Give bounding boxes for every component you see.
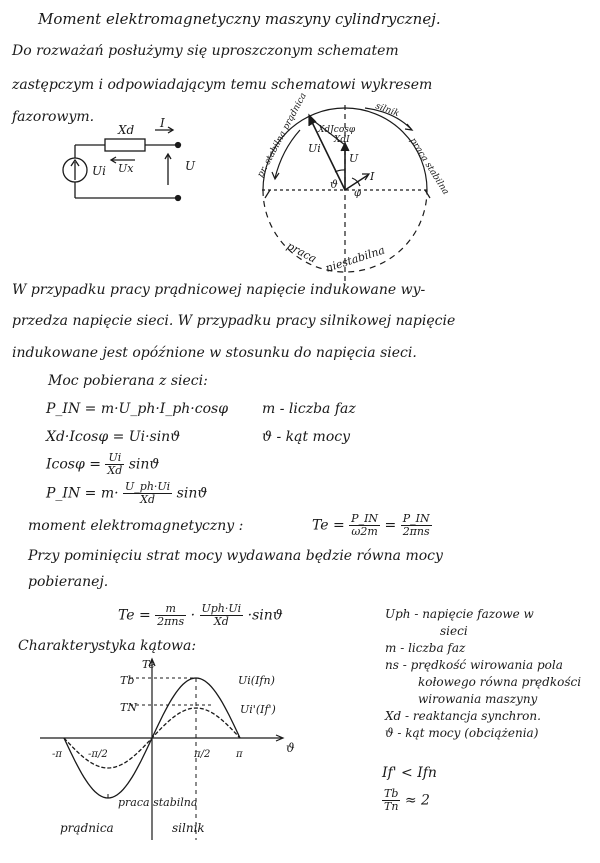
power-label: Moc pobierana z sieci:: [48, 373, 208, 389]
te2-den-1: 2πns: [157, 615, 185, 628]
ratio-tail: ≈ 2: [404, 792, 430, 809]
eq4-den: Xd: [140, 493, 156, 506]
eq4-left: P_IN = m·: [46, 485, 119, 502]
te2-right: ·sinϑ: [247, 607, 283, 624]
annotation-stable: praca stabilna: [118, 796, 198, 809]
eq3-den: Xd: [107, 464, 123, 477]
y-axis-label: Te: [142, 658, 155, 671]
legend-line-8: ϑ - kąt mocy (obciążenia): [385, 726, 539, 740]
circuit-label-i: I: [160, 116, 165, 130]
equation-theta-note: ϑ - kąt mocy: [262, 429, 350, 445]
intro-line-2: zastępczym i odpowiadającym temu schematowi wykresem: [12, 77, 433, 93]
legend-line-5: kołowego równa prędkości: [418, 675, 582, 689]
te2-den-2: Xd: [213, 615, 229, 628]
eq3-num: Ui: [105, 452, 124, 465]
loss-line-1: Przy pominięciu strat mocy wydawana będzie równa mocy: [28, 548, 443, 564]
eq4-num: U_ph·Ui: [125, 480, 171, 493]
characteristic-label: Charakterystyka kątowa:: [18, 638, 197, 654]
phasor-label-i: I: [370, 170, 375, 183]
phasor-label-theta: ϑ: [330, 178, 338, 191]
te2-left: Te =: [118, 607, 151, 624]
y-tick-tn: TN: [120, 701, 137, 714]
equation-xd-icos: Xd·Icosφ = Ui·sinϑ: [46, 429, 181, 445]
x-axis-label: ϑ: [286, 741, 295, 755]
legend-line-7: Xd - reaktancja synchron.: [385, 709, 541, 723]
phasor-label-motor: silnik: [373, 101, 401, 120]
x-tick-half-pi: π/2: [194, 749, 211, 760]
equation-te-final: Te = $\frac{m}{\text{2πns}}$ · $\frac{\text{Uph·Ui}}{Xd}$ ·sinϑ: [118, 602, 283, 628]
phasor-label-work: praca: [284, 239, 319, 266]
loss-line-2: pobieranej.: [28, 574, 109, 590]
legend-line-3: m - liczba faz: [385, 641, 466, 655]
phasor-label-ui: Ui: [308, 142, 321, 155]
moment-label: moment elektromagnetyczny :: [28, 518, 244, 534]
phasor-label-stable-work: praca stabilna: [407, 136, 451, 197]
phasor-label-xdi: XdI: [334, 135, 350, 145]
circuit-label-ux: Ux: [118, 162, 134, 175]
series-label-ui-ifn: Ui(Ifn): [238, 674, 275, 687]
legend-line-1: Uph - napięcie fazowe w: [385, 607, 534, 621]
intro-line-3: fazorowym.: [12, 109, 95, 125]
phasor-label-xd-jcos: XdJcosφ: [318, 125, 356, 135]
circuit-label-xd: Xd: [118, 123, 135, 137]
te-den-2: 2πns: [402, 525, 430, 538]
para-line-1: W przypadku pracy prądnicowej napięcie indukowane wy-: [12, 282, 426, 298]
equation-power: P_IN = m·U_ph·I_ph·cosφ: [46, 401, 228, 417]
y-tick-tb: Tb: [120, 674, 135, 687]
ratio-den: Tn: [384, 800, 399, 813]
phasor-label-u: U: [349, 152, 359, 165]
te-den-1: ω2m: [351, 525, 378, 538]
phasor-label-generator-stable: pr. stabilna prądnica: [255, 91, 309, 180]
te-num-2: P_IN: [401, 513, 432, 526]
legend-line-4: ns - prędkość wirowania pola: [385, 658, 563, 672]
relation-excitation: If' < Ifn: [382, 765, 437, 781]
series-label-ui-if: Ui'(If'): [240, 703, 276, 716]
circuit-label-u: U: [185, 159, 196, 173]
eq4-right: sinϑ: [176, 485, 208, 502]
eq3-right: sinϑ: [128, 456, 160, 473]
legend-line-6: wirowania maszyny: [418, 692, 538, 706]
phasor-label-unstable: niestabilna: [323, 243, 387, 275]
equation-te: Te = $\frac{P\_IN}{\omega 2m}$ = $\frac{P\_IN}{\text{2πns}}$: [312, 512, 430, 538]
circuit-label-ui: Ui: [92, 164, 106, 178]
equation-power-note: m - liczba faz: [262, 401, 356, 417]
te-left: Te =: [312, 517, 345, 534]
intro-line-1: Do rozważań posłużymy się uproszczonym schematem: [12, 43, 399, 59]
x-tick-pi: π: [236, 749, 243, 760]
relation-torque-ratio: [382, 788, 430, 813]
para-line-3: indukowane jest opóźnione w stosunku do napięcia sieci.: [12, 345, 417, 361]
legend-line-2: sieci: [440, 624, 468, 638]
phasor-label-phi: φ: [354, 188, 362, 199]
page-title: Moment elektromagnetyczny maszyny cylindrycznej.: [38, 10, 441, 28]
para-line-2: przedza napięcie sieci. W przypadku pracy silnikowej napięcie: [12, 313, 456, 329]
eq3-left: Icosφ =: [46, 456, 101, 473]
te-num-1: P_IN: [351, 512, 379, 525]
x-tick-minus-pi: -π: [52, 749, 62, 760]
annotation-motor: silnik: [172, 821, 205, 835]
te2-num-1: m: [155, 603, 186, 616]
ratio-num: Tb: [382, 788, 400, 801]
te2-num-2: Uph·Ui: [201, 602, 242, 615]
ratio-fraction: [382, 788, 400, 813]
annotation-generator: prądnica: [60, 821, 114, 835]
x-tick-minus-half-pi: -π/2: [88, 749, 108, 760]
